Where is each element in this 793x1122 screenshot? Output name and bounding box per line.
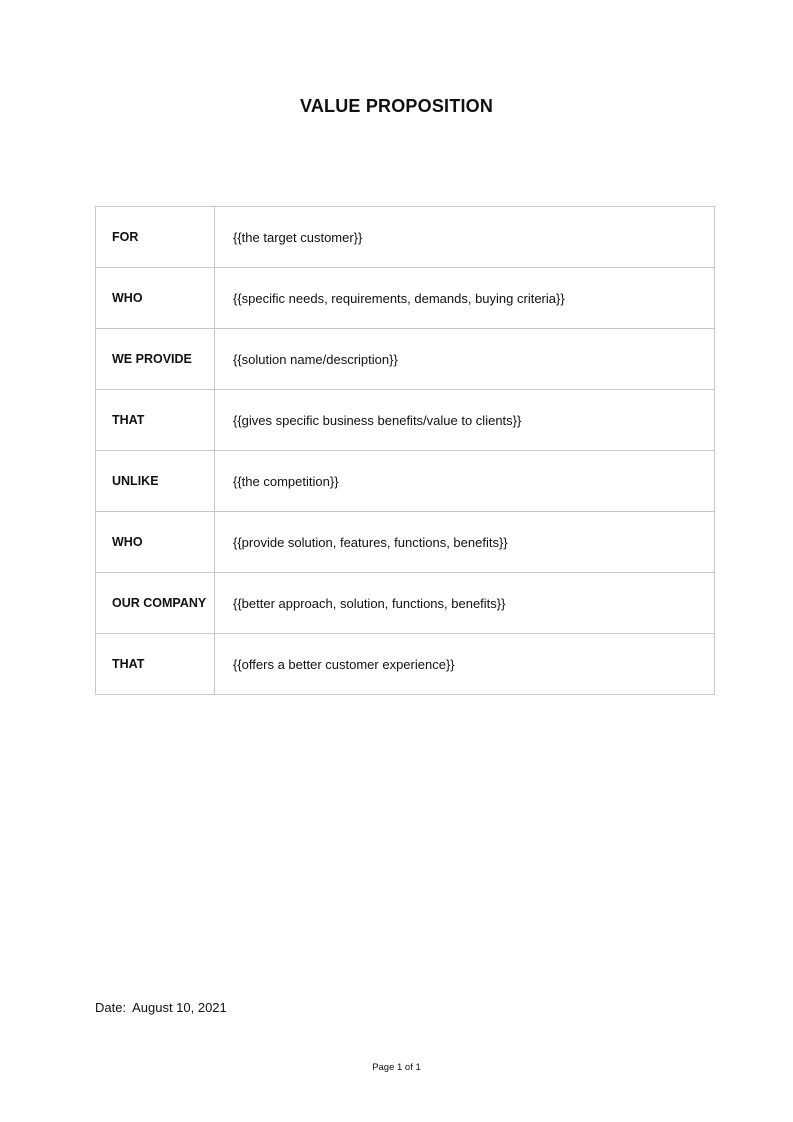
document-title: VALUE PROPOSITION xyxy=(299,96,494,116)
row-label: UNLIKE xyxy=(96,451,215,512)
value-proposition-table xyxy=(95,206,715,695)
row-value: {{the target customer}} xyxy=(215,207,715,268)
row-label: THAT xyxy=(96,634,215,695)
row-value: {{provide solution, features, functions, benefits}} xyxy=(215,512,715,573)
row-value: {{gives specific business benefits/value to clients}} xyxy=(215,390,715,451)
row-label: WE PROVIDE xyxy=(96,329,215,390)
row-value: {{solution name/description}} xyxy=(215,329,715,390)
table-row xyxy=(96,634,715,695)
row-value: {{offers a better customer experience}} xyxy=(215,634,715,695)
table-row xyxy=(96,268,715,329)
row-value: {{specific needs, requirements, demands, buying criteria}} xyxy=(215,268,715,329)
row-value: {{better approach, solution, functions, benefits}} xyxy=(215,573,715,634)
table-row xyxy=(96,329,715,390)
table-row xyxy=(96,390,715,451)
table-row xyxy=(96,451,715,512)
row-label: WHO xyxy=(96,512,215,573)
date-line xyxy=(95,1000,227,1015)
date-label: Date: xyxy=(95,1000,127,1015)
table-row xyxy=(96,573,715,634)
table-row xyxy=(96,207,715,268)
row-label: OUR COMPANY xyxy=(96,573,215,634)
page-indicator: Page 1 of 1 xyxy=(372,1062,421,1073)
row-value: {{the competition}} xyxy=(215,451,715,512)
table-row xyxy=(96,512,715,573)
row-label: WHO xyxy=(96,268,215,329)
row-label: THAT xyxy=(96,390,215,451)
row-label: FOR xyxy=(96,207,215,268)
date-value: August 10, 2021 xyxy=(132,1000,227,1015)
